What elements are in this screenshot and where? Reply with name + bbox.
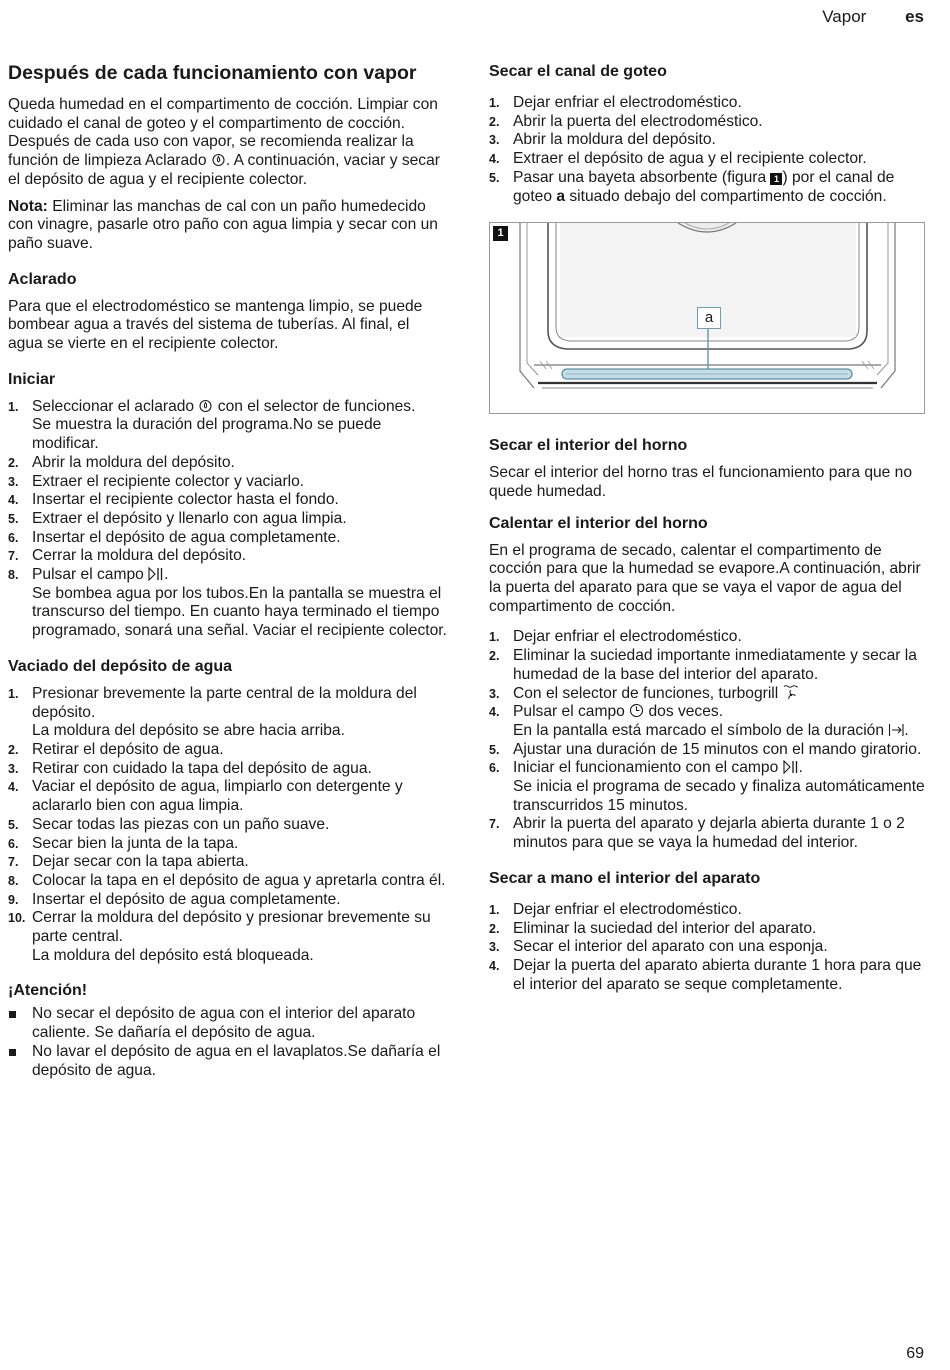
hand-dry-heading: Secar a mano el interior del aparato — [489, 869, 761, 887]
start-pause-icon — [783, 760, 799, 774]
page-title: Después de cada funcionamiento con vapor — [8, 62, 417, 84]
start-heading: Iniciar — [8, 370, 56, 388]
bullet-square-icon — [9, 1011, 16, 1018]
duration-icon — [888, 723, 904, 737]
list-item: 5. Secar todas las piezas con un paño suave. — [8, 815, 330, 833]
list-item: 3. Extraer el recipiente colector y vaciarlo. — [8, 472, 305, 490]
note-paragraph — [8, 198, 448, 254]
list-item: 4. Pulsar el campo dos veces. En la pantalla está marcado el símbolo de la duración . — [489, 703, 909, 739]
list-item: 2. Eliminar la suciedad del interior del aparato. — [489, 919, 817, 937]
list-item: 1. Seleccionar el aclarado con el selector de funciones. Se muestra la duración del programa.No se puede modificar. — [8, 397, 416, 453]
dry-interior-heading: Secar el interior del horno — [489, 437, 688, 455]
heat-interior-heading: Calentar el interior del horno — [489, 514, 708, 532]
header-language: es — [905, 7, 924, 26]
drip-channel-steps — [489, 94, 929, 206]
intro-text-a: Queda humedad en el compartimento de cocción. Limpiar con cuidado el canal de goteo y el compartimento de cocción. Después de cada uso con vapor, se recomienda realizar la función de limpieza Aclarado — [8, 96, 438, 170]
clock-icon — [629, 703, 644, 718]
figure-callout-label: a — [697, 307, 721, 329]
list-item: 3. Abrir la moldura del depósito. — [489, 131, 716, 149]
list-item: 5. Ajustar una duración de 15 minutos con el mando giratorio. — [489, 740, 922, 758]
list-item: 4. Dejar la puerta del aparato abierta durante 1 hora para que el interior del aparato se seque completamente. — [489, 956, 922, 993]
rinse-icon — [211, 152, 226, 167]
warning-list — [8, 1005, 448, 1080]
list-item: 5. Extraer el depósito y llenarlo con agua limpia. — [8, 509, 347, 527]
list-item: 6. Insertar el depósito de agua completamente. — [8, 528, 341, 546]
rinse-icon — [198, 398, 213, 413]
rinse-heading: Aclarado — [8, 270, 77, 288]
list-item: 2. Retirar el depósito de agua. — [8, 740, 224, 758]
note-label: Nota: — [8, 197, 48, 215]
turbogrill-icon — [783, 685, 799, 700]
list-item: 9. Insertar el depósito de agua completamente. — [8, 890, 341, 908]
list-item: 2. Abrir la moldura del depósito. — [8, 453, 235, 471]
list-item: 4. Extraer el depósito de agua y el recipiente colector. — [489, 150, 867, 168]
hand-dry-steps — [489, 901, 929, 995]
list-item: 10. Cerrar la moldura del depósito y presionar brevemente su parte central. La moldura del depósito está bloqueada. — [8, 909, 431, 964]
list-item: 3. Retirar con cuidado la tapa del depósito de agua. — [8, 759, 372, 777]
dry-interior-paragraph: Secar el interior del horno tras el funcionamiento para que no quede humedad. — [489, 464, 913, 500]
list-item: 3. Con el selector de funciones, turbogrill — [489, 685, 929, 704]
list-item: 1. Dejar enfriar el electrodoméstico. — [489, 94, 742, 111]
bullet-square-icon — [9, 1049, 16, 1056]
list-item: 5. Pasar una bayeta absorbente (figura 1 ) por el canal de goteo a situado debajo del compartimento de cocción. — [489, 168, 895, 205]
warning-heading: ¡Atención! — [8, 982, 88, 1000]
list-item: 4. Insertar el recipiente colector hasta el fondo. — [8, 491, 339, 509]
left-column — [8, 60, 448, 1080]
list-item: 8. Pulsar el campo . Se bombea agua por los tubos.En la pantalla se muestra el transcurso del tiempo. En cuanto haya terminado el tiempo programado, sonará una señal. Vaciar el recipiente colector. — [8, 566, 447, 640]
list-item: 1. Dejar enfriar el electrodoméstico. — [489, 628, 742, 646]
figure-ref-badge: 1 — [770, 173, 782, 185]
page-number: 69 — [906, 1345, 924, 1363]
list-item: 8. Colocar la tapa en el depósito de agua y apretarla contra él. — [8, 871, 446, 889]
page-header — [822, 8, 924, 27]
list-item: 1. Dejar enfriar el electrodoméstico. — [489, 900, 742, 918]
note-text: Eliminar las manchas de cal con un paño humedecido con vinagre, pasarle otro paño con agua limpia y secar con un paño suave. — [8, 197, 438, 252]
list-item: 3. Secar el interior del aparato con una esponja. — [489, 938, 828, 956]
list-item: 6. Iniciar el funcionamiento con el campo . Se inicia el programa de secado y finaliza automáticamente transcurridos 15 minutos. — [489, 759, 925, 814]
drip-channel-heading: Secar el canal de goteo — [489, 63, 667, 80]
list-item: 6. Secar bien la junta de la tapa. — [8, 834, 239, 852]
start-pause-icon — [148, 567, 164, 581]
heat-interior-steps — [489, 628, 929, 852]
list-item: No secar el depósito de agua con el interior del aparato caliente. Se dañaría el depósito de agua. — [8, 1005, 448, 1042]
intro-paragraph — [8, 96, 448, 190]
list-item: 7. Abrir la puerta del aparato y dejarla abierta durante 1 o 2 minutos para que se vaya la humedad del interior. — [489, 815, 905, 852]
right-column — [489, 60, 929, 1002]
list-item: No lavar el depósito de agua en el lavaplatos.Se dañaría el depósito de agua. — [8, 1043, 448, 1080]
rinse-paragraph: Para que el electrodoméstico se mantenga limpio, se puede bombear agua a través del sistema de tuberías. Al final, el agua se vierte en el recipiente colector. — [8, 297, 423, 353]
list-item: 7. Cerrar la moldura del depósito. — [8, 547, 247, 565]
figure-number-badge: 1 — [493, 226, 508, 241]
list-item: 7. Dejar secar con la tapa abierta. — [8, 853, 249, 871]
empty-tank-steps — [8, 685, 448, 966]
empty-tank-heading: Vaciado del depósito de agua — [8, 657, 233, 675]
list-item: 2. Eliminar la suciedad importante inmediatamente y secar la humedad de la base del interior del aparato. — [489, 647, 917, 683]
list-item: 4. Vaciar el depósito de agua, limpiarlo con detergente y aclararlo bien con agua limpia. — [8, 778, 403, 815]
list-item: 2. Abrir la puerta del electrodoméstico. — [489, 112, 763, 130]
start-steps — [8, 398, 448, 641]
header-section: Vapor — [822, 7, 867, 26]
heat-interior-paragraph: En el programa de secado, calentar el compartimento de cocción para que la humedad se evapore.A continuación, abrir la puerta del aparato para que se vaya el vapor de agua del compartimento de cocción. — [489, 541, 921, 615]
list-item: 1. Presionar brevemente la parte central de la moldura del depósito. La moldura del depósito se abre hacia arriba. — [8, 684, 417, 740]
intro-text-b: . A continuación, vaciar y secar el depósito de agua y el recipiente colector. — [8, 152, 440, 188]
oven-figure — [489, 222, 925, 414]
